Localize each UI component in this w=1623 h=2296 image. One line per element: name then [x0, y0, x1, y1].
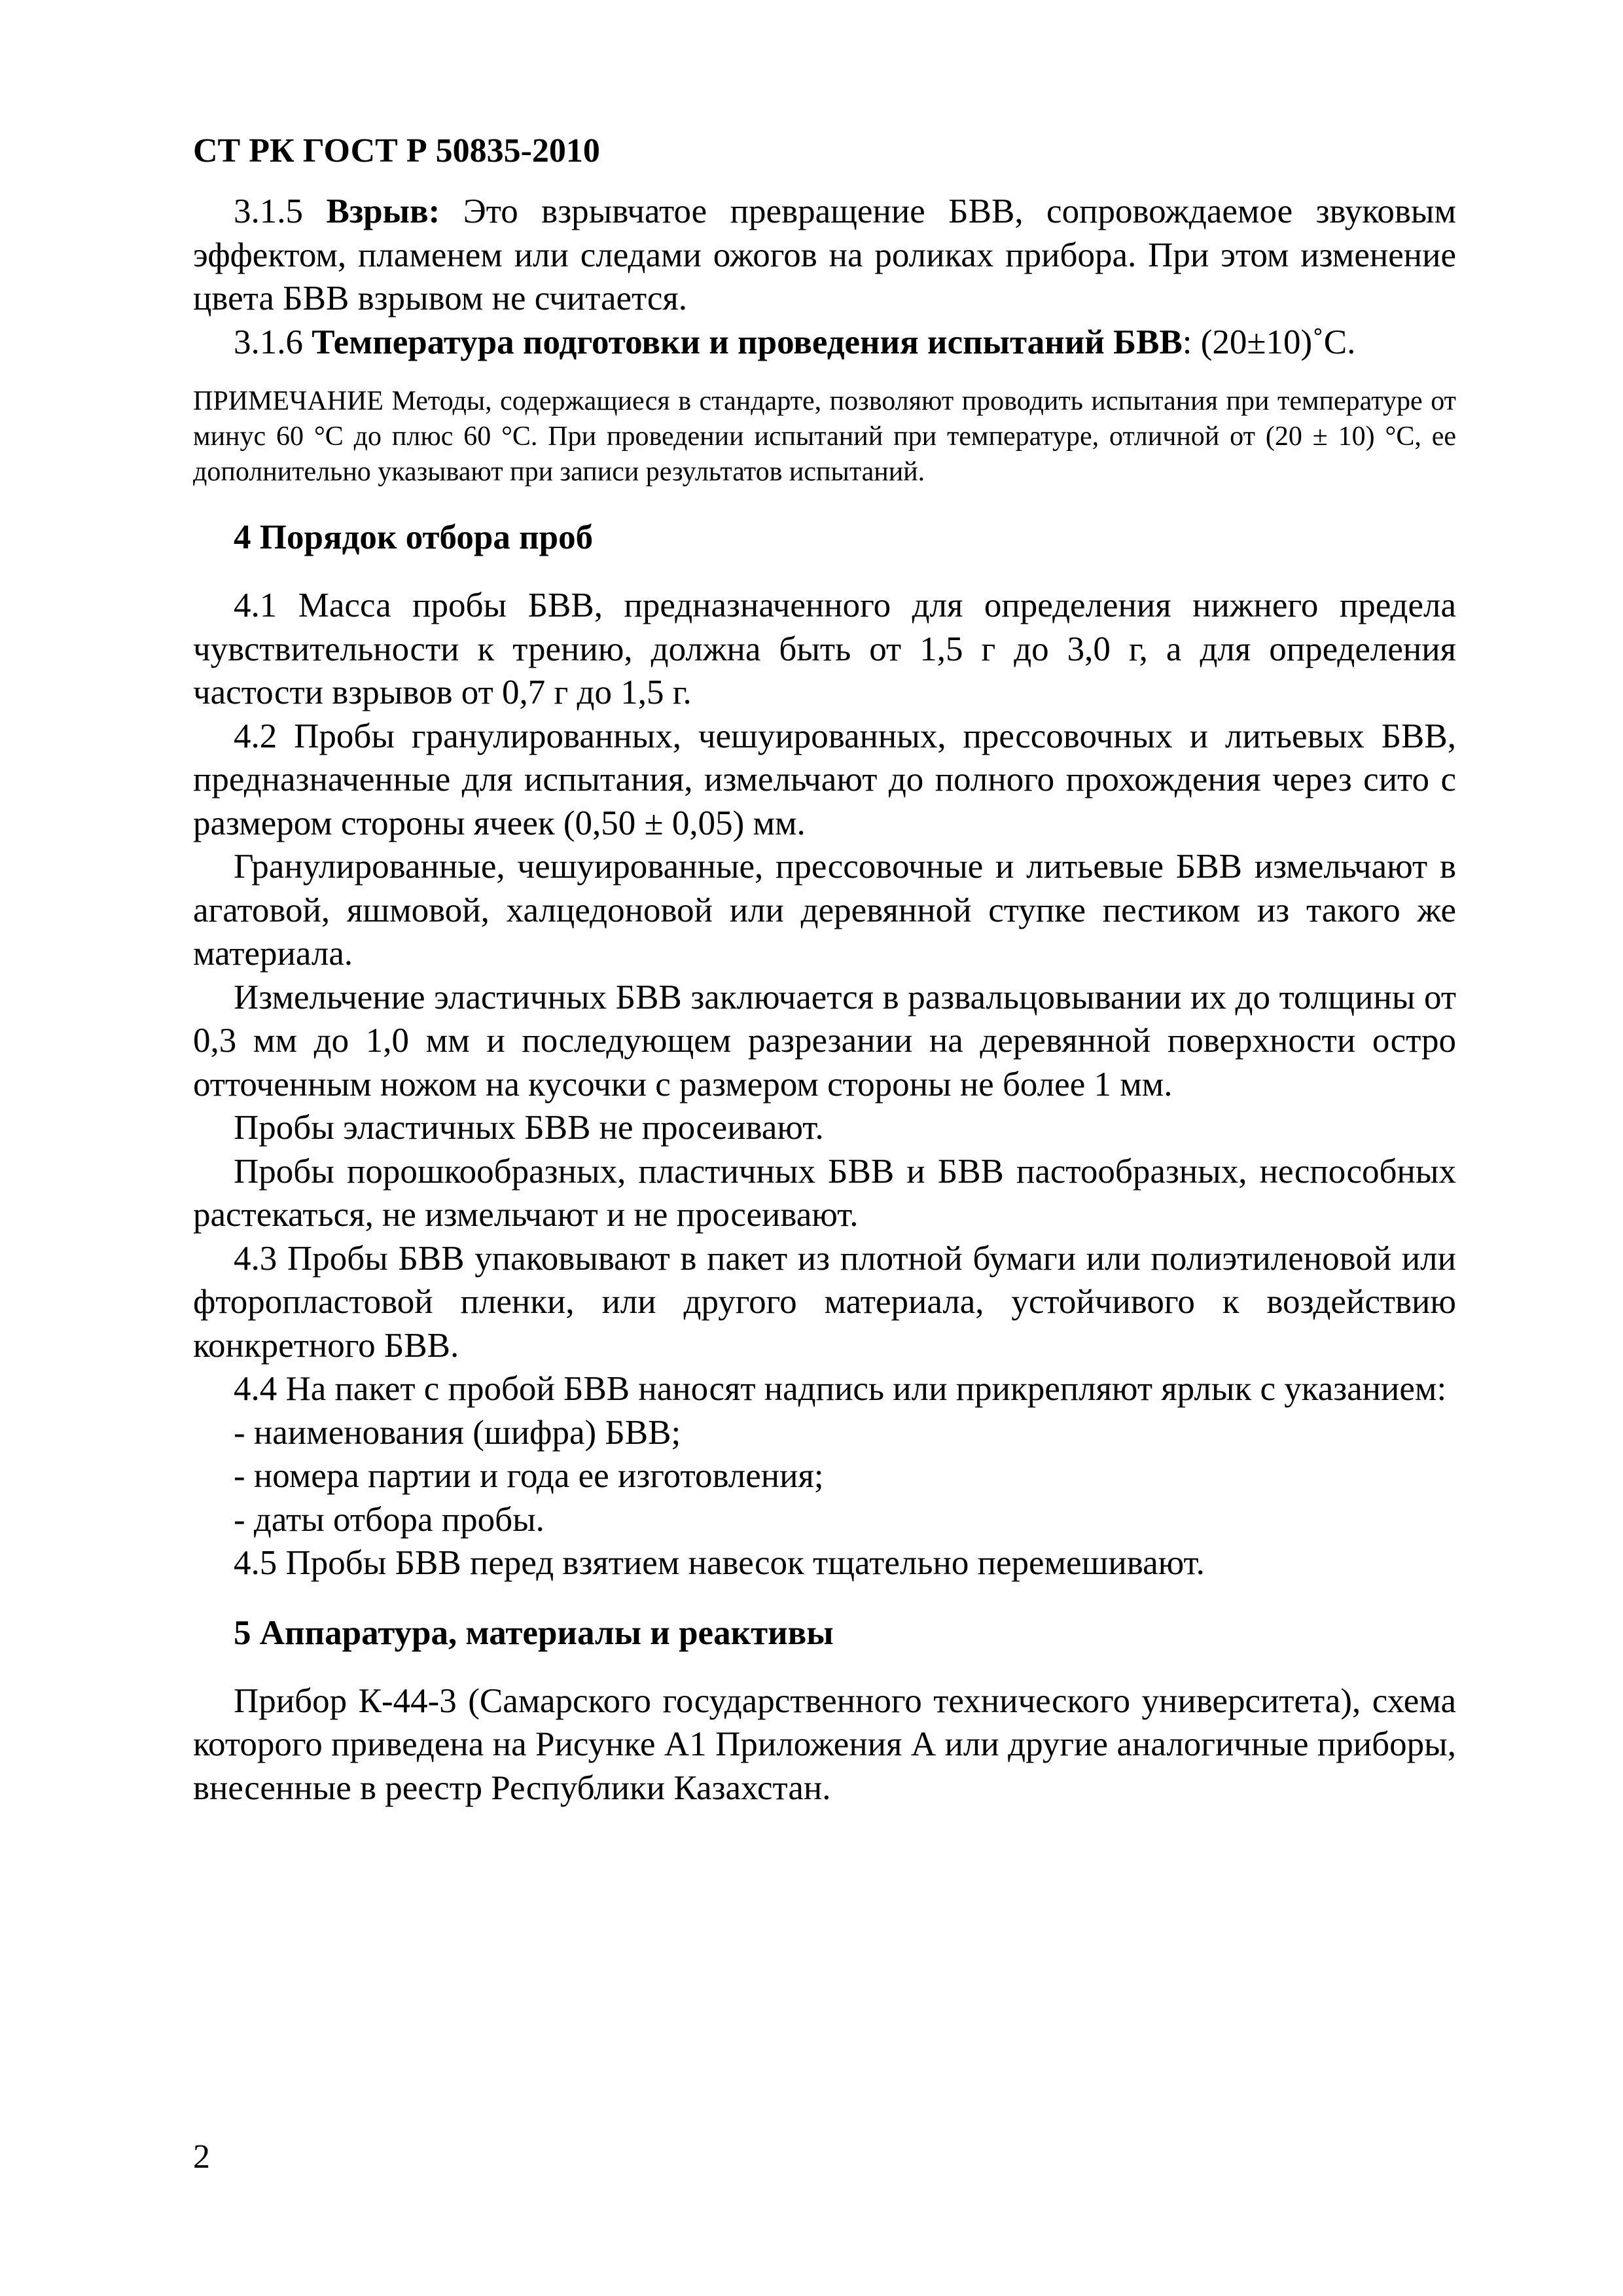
paragraph-3-1-5 [193, 190, 1456, 321]
term-temperature: Температура подготовки и проведения испытаний БВВ [312, 323, 1183, 361]
paragraph-4-1: 4.1 Масса пробы БВВ, предназначенного для определения нижнего предела чувствительности к трению, должна быть от 1,5 г до 3,0 г, а для определения частости взрывов от 0,7 г до 1,5 г. [193, 586, 1456, 711]
paragraph-4-3: 4.3 Пробы БВВ упаковывают в пакет из плотной бумаги или полиэтиленовой или фторопластовой пленки, или другого материала, устойчивого к воздействию конкретного БВВ. [193, 1239, 1456, 1365]
definition-text: : (20±10)˚С. [1182, 323, 1356, 361]
paragraph-5-apparatus: Прибор К-44-3 (Самарского государственного технического университета), схема которого приведена на Рисунке А1 Приложения А или другие аналогичные приборы, внесенные в реестр Республики Казахстан. [193, 1681, 1456, 1807]
section-4-heading: 4 Порядок отбора проб [234, 518, 594, 556]
section-5-heading: 5 Аппаратура, материалы и реактивы [234, 1613, 834, 1652]
definition-text: Это взрывчатое превращение БВВ, сопровождаемое звуковым эффектом, пламенем или следами ожогов на роликах прибора. При этом изменение цвета БВВ взрывом не считается. [193, 192, 1456, 317]
paragraph-4-2-grinding: Гранулированные, чешуированные, прессовочные и литьевые БВВ измельчают в агатовой, яшмовой, халцедоновой или деревянной ступке пестиком из такого же материала. [193, 848, 1456, 973]
paragraph-4-2-elastic: Измельчение эластичных БВВ заключается в развальцовывании их до толщины от 0,3 мм до 1,0 мм и последующем разрезании на деревянной поверхности остро отточенным ножом на кусочки с размером стороны не более 1 мм. [193, 978, 1456, 1103]
paragraph-4-2-powder: Пробы порошкообразных, пластичных БВВ и БВВ пастообразных, неспособных растекаться, не измельчают и не просеивают. [193, 1152, 1456, 1234]
clause-number: 3.1.5 [234, 192, 327, 230]
list-item: - даты отбора пробы. [234, 1500, 544, 1539]
paragraph-3-1-6 [193, 321, 1456, 365]
list-item: - номера партии и года ее изготовления; [234, 1457, 824, 1495]
term-explosion: Взрыв: [326, 192, 440, 230]
page-content [193, 190, 1456, 1810]
clause-number: 3.1.6 [234, 323, 312, 361]
list-item: - наименования (шифра) БВВ; [234, 1413, 681, 1452]
page-number: 2 [193, 2138, 210, 2176]
paragraph-4-4: 4.4 На пакет с пробой БВВ наносят надпись или прикрепляют ярлык с указанием: [234, 1370, 1447, 1408]
paragraph-4-2-no-sieve: Пробы эластичных БВВ не просеивают. [234, 1109, 824, 1147]
paragraph-4-5: 4.5 Пробы БВВ перед взятием навесок тщательно перемешивают. [234, 1544, 1205, 1582]
paragraph-4-2: 4.2 Пробы гранулированных, чешуированных, прессовочных и литьевых БВВ, предназначенные для испытания, измельчают до полного прохождения через сито с размером стороны ячеек (0,50 ± 0,05) мм. [193, 717, 1456, 842]
document-code-header: СТ РК ГОСТ Р 50835-2010 [193, 132, 600, 170]
note-paragraph: ПРИМЕЧАНИЕ Методы, содержащиеся в стандарте, позволяют проводить испытания при температуре от минус 60 °С до плюс 60 °С. При проведении испытаний при температуре, отличной от (20 ± 10) °С, ее дополнительно указывают при записи результатов испытаний. [193, 386, 1456, 487]
